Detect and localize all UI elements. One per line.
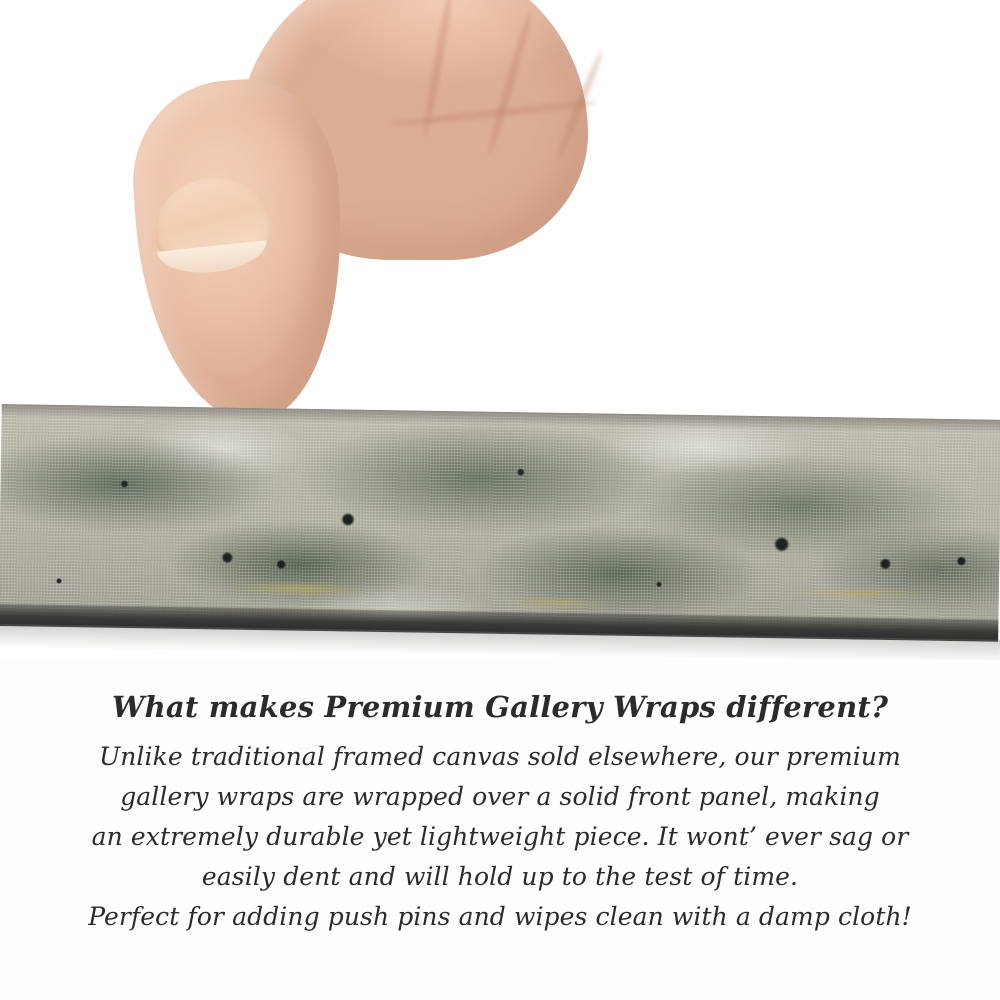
caption-line: an extremely durable yet lightweight piece. It wont’ ever sag or [91,822,909,851]
caption-block [0,690,1000,937]
hand-pressing-on-canvas [118,0,588,430]
gallery-wrap-canvas-edge [0,404,1000,642]
caption-title: What makes Premium Gallery Wraps different? [111,690,889,724]
caption-line: Unlike traditional framed canvas sold elsewhere, our premium [99,742,901,771]
caption-line: Perfect for adding push pins and wipes clean with a damp cloth! [88,902,912,931]
finger-crease-icon [388,99,598,128]
caption-line: easily dent and will hold up to the test of time. [201,862,799,891]
finger-crease-icon [485,10,534,156]
caption-line: gallery wraps are wrapped over a solid front panel, making [120,782,880,811]
